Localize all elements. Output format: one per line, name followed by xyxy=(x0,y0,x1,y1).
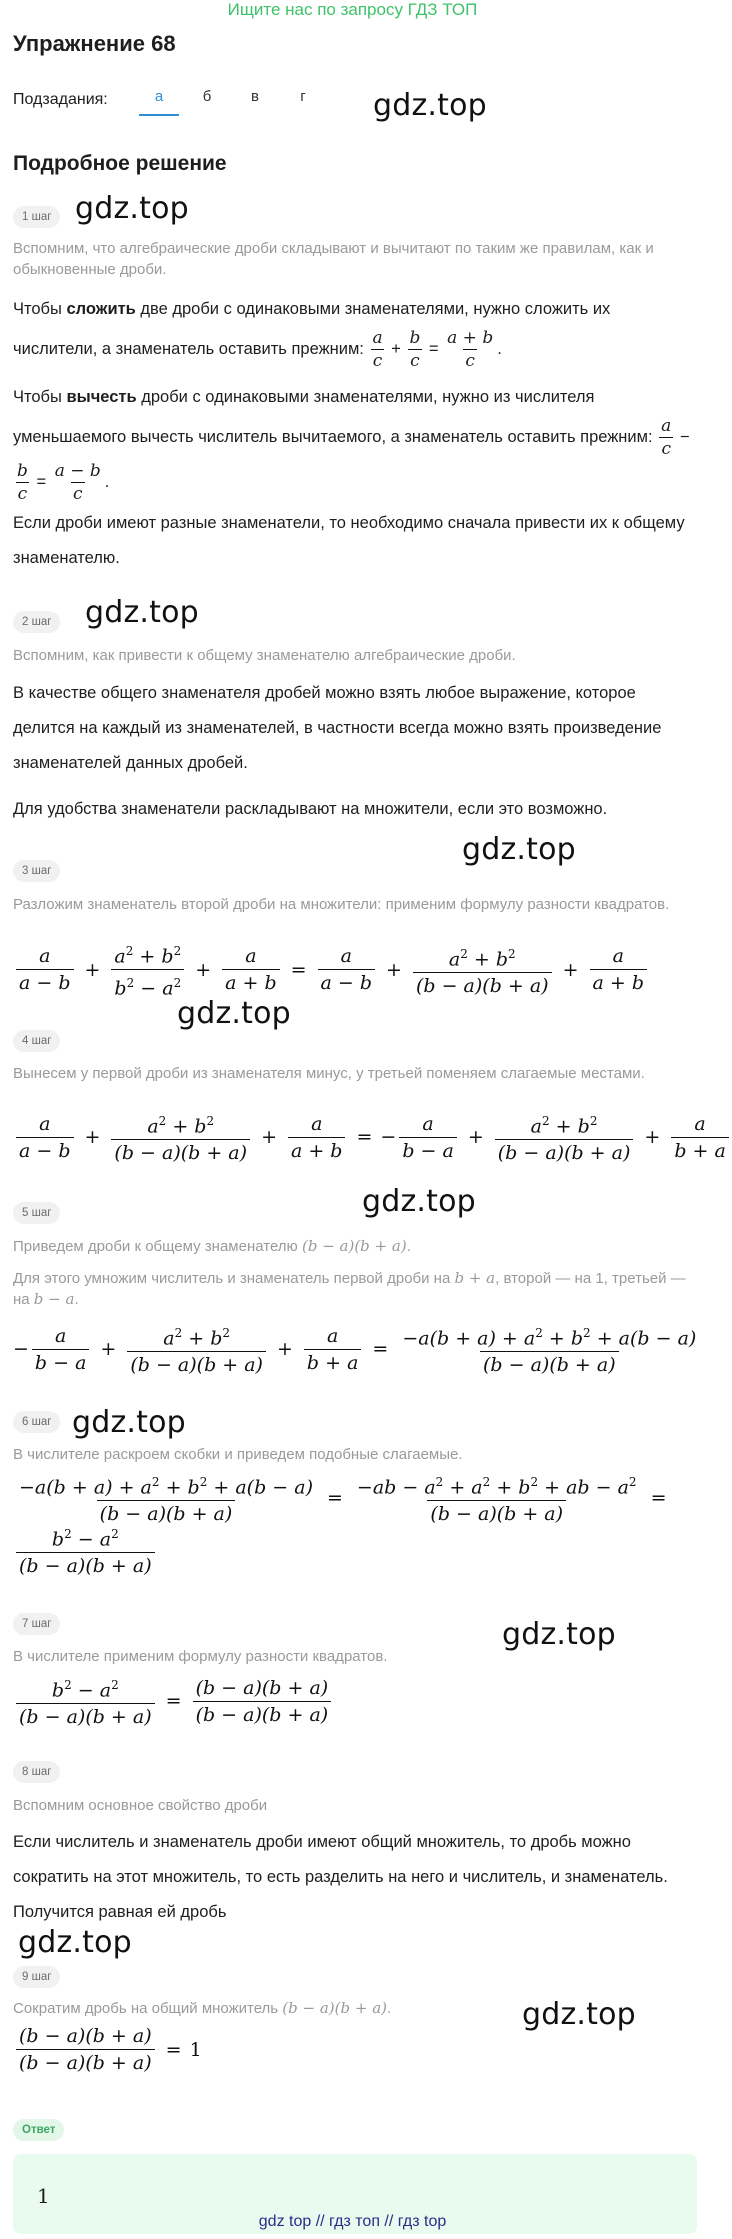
step-paragraph: Чтобы сложить две дроби с одинаковыми знаменателями, нужно сложить их числители, а знаменатель оставить прежним: $\frac{a}{c}$ + $\frac{b}{c}$ = $\frac{a + b}{c}$ . xyxy=(13,300,611,371)
step-badge: 3 шаг xyxy=(13,860,60,882)
step-paragraph: Для удобства знаменатели раскладывают на множители, если это возможно. xyxy=(13,800,608,818)
subtask-tab-b[interactable]: б xyxy=(202,88,212,105)
step-hint: Вспомним, что алгебраические дроби складывают и вычитают по таким же правилам, как и обыкновенные дроби. xyxy=(13,240,654,278)
watermark: gdz.top xyxy=(18,1925,132,1960)
step-badge: 7 шаг xyxy=(13,1613,60,1635)
step-paragraph: Если числитель и знаменатель дроби имеют общий множитель, то дробь можно сократить на этот множитель, то есть разделить на него и числитель, и знаменатель. Получится равная ей дробь xyxy=(13,1833,668,1921)
step-badge: 8 шаг xyxy=(13,1761,60,1783)
answer-label: Ответ xyxy=(13,2119,64,2141)
watermark: gdz.top xyxy=(462,832,576,867)
step-badge: 1 шаг xyxy=(13,206,60,228)
subtasks-label: Подзадания: xyxy=(13,91,108,108)
formula: $\frac{-a(b + a) + a^2 + b^2 + a(b - a)}{(b - a)(b + a)}$ = $\frac{-ab - a^2 + a^2 + b^2 + ab - a^2}{(b - a)(b + a)}$ = xyxy=(19,1475,667,1526)
top-banner[interactable]: Ищите нас по запросу ГДЗ ТОП xyxy=(227,0,478,19)
section-title: Подробное решение xyxy=(13,152,227,175)
step-paragraph: Чтобы вычесть дроби с одинаковыми знаменателями, нужно из числителя уменьшаемого вычесть числитель вычитаемого, а знаменатель оставить прежним: $\frac{a}{c}$ − $\frac{b}{c}$ = $\frac{a - b}{c}$ . xyxy=(13,388,690,504)
step-hint: Для этого умножим числитель и знаменатель первой дроби на b + a, второй — на 1, третьей — на b − a. xyxy=(13,1269,686,1308)
step-badge: 4 шаг xyxy=(13,1030,60,1052)
footer-links[interactable]: gdz top // гдз топ // гдз top xyxy=(258,2213,447,2230)
step-hint: Приведем дроби к общему знаменателю (b − a)(b + a). xyxy=(13,1237,411,1255)
step-hint: Вынесем у первой дроби из знаменателя минус, у третьей поменяем слагаемые местами. xyxy=(13,1065,645,1082)
watermark: gdz.top xyxy=(75,191,189,226)
step-badge: 6 шаг xyxy=(13,1411,60,1433)
step-badge: 2 шаг xyxy=(13,611,60,633)
step-paragraph: В качестве общего знаменателя дробей можно взять любое выражение, которое делится на каждый из знаменателей, в частности всегда можно взять произведение знаменателей данных дробей. xyxy=(13,684,662,772)
exercise-title: Упражнение 68 xyxy=(13,31,176,56)
subtask-tab-v[interactable]: в xyxy=(251,88,259,105)
step-paragraph: Если дроби имеют разные знаменатели, то необходимо сначала привести их к общему знаменателю. xyxy=(13,514,685,567)
formula: $\frac{b^2 - a^2}{(b - a)(b + a)}$ xyxy=(13,1523,158,1577)
step-hint: Разложим знаменатель второй дроби на множители: применим формулу разности квадратов. xyxy=(13,896,670,913)
watermark: gdz.top xyxy=(502,1617,616,1652)
step-hint: Вспомним, как привести к общему знаменателю алгебраические дроби. xyxy=(13,647,516,664)
watermark: gdz.top xyxy=(177,996,291,1031)
watermark: gdz.top xyxy=(72,1405,186,1440)
formula: $\frac{a}{a - b}$ + $\frac{a^2 + b^2}{b^2 - a^2}$ + $\frac{a}{a + b}$ = $\frac{a}{a - b}$ + $\frac{a^2 + b^2}{(b - a)(b + a)}$ + $\frac{a}{a + b}$ xyxy=(13,940,650,1000)
step-hint: В числителе раскроем скобки и приведем подобные слагаемые. xyxy=(13,1446,463,1463)
watermark: gdz.top xyxy=(85,595,199,630)
formula: $\frac{b^2 - a^2}{(b - a)(b + a)}$ = $\frac{(b - a)(b + a)}{(b - a)(b + a)}$ xyxy=(13,1674,334,1728)
step-hint: Сократим дробь на общий множитель (b − a)(b + a). xyxy=(13,1999,392,2017)
subtask-tab-a[interactable]: а xyxy=(135,84,183,116)
formula: $\frac{a}{a - b}$ + $\frac{a^2 + b^2}{(b - a)(b + a)}$ + $\frac{a}{a + b}$ = − $\frac{a}{b - a}$ + $\frac{a^2 + b^2}{(b - a)(b + a)}$ + $\frac{a}{b + a}$ xyxy=(13,1110,732,1164)
formula: $\frac{(b - a)(b + a)}{(b - a)(b + a)}$ = 1 xyxy=(13,2025,202,2074)
step-badge: 5 шаг xyxy=(13,1202,60,1224)
step-hint: Вспомним основное свойство дроби xyxy=(13,1797,268,1814)
step-hint: В числителе применим формулу разности квадратов. xyxy=(13,1648,388,1665)
answer-value: 1 xyxy=(37,2184,50,2208)
watermark: gdz.top xyxy=(522,1997,636,2032)
formula: − $\frac{a}{b - a}$ + $\frac{a^2 + b^2}{(b - a)(b + a)}$ + $\frac{a}{b + a}$ = $\frac{-a(b + a) + a^2 + b^2 + a(b - a)}{(b - a)(b + a)}$ xyxy=(13,1324,697,1377)
watermark: gdz.top xyxy=(362,1184,476,1219)
subtasks-row xyxy=(13,84,327,116)
subtask-tab-g[interactable]: г xyxy=(300,88,306,105)
watermark: gdz.top xyxy=(373,88,487,123)
step-badge: 9 шаг xyxy=(13,1966,60,1988)
